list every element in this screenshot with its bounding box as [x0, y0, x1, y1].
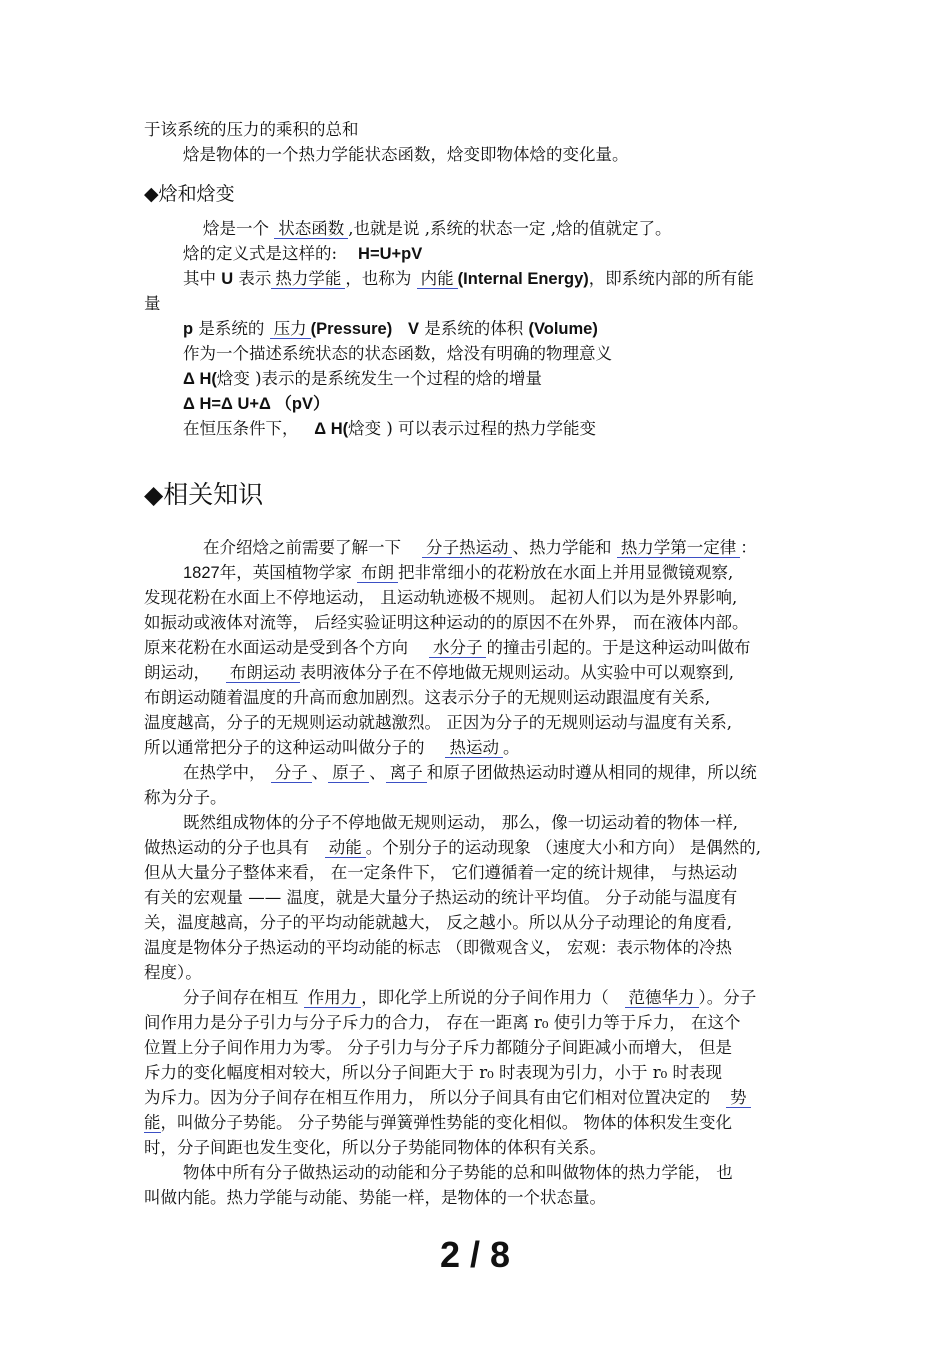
text-line — [144, 736, 809, 760]
text: 关，温度越高，分子的平均动能就越大， 反之越小。所以从分子动理论的角度看, — [144, 913, 732, 932]
text-line — [144, 961, 809, 985]
text-line — [144, 911, 809, 935]
text-line — [203, 217, 809, 241]
text-line — [144, 836, 809, 860]
text: 朗运动， — [144, 663, 210, 682]
formula: Δ H( — [183, 370, 217, 388]
text-line — [183, 317, 809, 341]
text: ，也称为 — [345, 269, 412, 288]
link-molecular-thermal-motion[interactable]: 分子热运动 — [422, 538, 513, 558]
text-line — [183, 986, 809, 1010]
text: ,也就是说 ,系统的状态一定 ,焓的值就定了。 — [348, 219, 672, 238]
link-interaction-force[interactable]: 作用力 — [304, 988, 362, 1008]
text: ，叫做分子势能。 分子势能与弹簧弹性势能的变化相似。 物体的体积发生变化 — [160, 1113, 732, 1132]
text-line — [144, 686, 809, 710]
text: 有关的宏观量 —— 温度，就是大量分子热运动的统计平均值。 分子动能与温度有 — [144, 888, 738, 907]
text: 表明液体分子在不停地做无规则运动。从实验中可以观察到, — [299, 663, 734, 682]
text: 把非常细小的花粉放在水面上并用显微镜观察, — [397, 563, 734, 582]
link-thermodynamic-energy[interactable]: 热力学能 — [271, 269, 345, 289]
text: 分子间存在相互 — [183, 988, 299, 1007]
text: 叫做内能。热力学能与动能、势能一样，是物体的一个状态量。 — [144, 1188, 606, 1207]
text: 所以通常把分子的这种运动叫做分子的 — [144, 738, 425, 757]
text-line — [144, 886, 809, 910]
text-line — [144, 1186, 809, 1210]
text: 和原子团做热运动时遵从相同的规律，所以统 — [426, 763, 757, 782]
link-first-law-of-thermodynamics[interactable]: 热力学第一定律 — [617, 538, 741, 558]
link-brownian-motion[interactable]: 布朗运动 — [226, 663, 300, 683]
section-heading-enthalpy: ◆焓和焓变 — [144, 183, 235, 205]
text-line — [183, 143, 809, 167]
text: (Pressure) — [310, 320, 393, 338]
text: 。 — [502, 738, 520, 757]
text: 于该系统的压力的乘积的总和 — [144, 120, 359, 139]
text: 作为一个描述系统状态的状态函数，焓没有明确的物理意义 — [183, 344, 612, 363]
text: 表示 — [238, 269, 272, 288]
formula: H=U+pV — [358, 245, 423, 263]
text-line — [144, 586, 809, 610]
text: 焓变 )表示的是系统发生一个过程的焓的增量 — [216, 369, 543, 388]
text: 间作用力是分子引力与分子斥力的合力， 存在一距离 r₀ 使引力等于斥力， 在这个 — [144, 1013, 741, 1032]
text-line — [144, 1111, 809, 1135]
text: 量 — [144, 294, 161, 313]
page-number: 2 / 8 — [439, 1234, 511, 1275]
text: 如振动或液体对流等， 后经实验证明这种运动的的原因不在外界， 而在液体内部。 — [144, 613, 749, 632]
text: ）。分子 — [698, 988, 757, 1007]
text-line — [183, 561, 809, 585]
text: 、 — [369, 763, 386, 782]
text-line — [144, 661, 809, 685]
text: 焓是一个 — [203, 219, 269, 238]
text: 焓变 ) 可以表示过程的热力学能变 — [348, 419, 597, 438]
text: 位置上分子间作用力为零。 分子引力与分子斥力都随分子间距减小而增大， 但是 — [144, 1038, 732, 1057]
text-line — [144, 861, 809, 885]
text-line — [144, 1136, 809, 1160]
link-atom[interactable]: 原子 — [328, 763, 369, 783]
text: 斥力的变化幅度相对较大，所以分子间距大于 r₀ 时表现为引力，小于 r₀ 时表现 — [144, 1063, 722, 1082]
link-potential-energy[interactable]: 势 — [726, 1088, 751, 1108]
text-line — [144, 611, 809, 635]
text: 是系统的 — [198, 319, 265, 338]
text: 、热力学能和 — [512, 538, 612, 557]
formula: Δ H=Δ U+Δ （pV） — [183, 395, 330, 413]
text: 、 — [311, 763, 329, 782]
link-brown[interactable]: 布朗 — [357, 563, 398, 583]
text-line — [183, 267, 809, 291]
text-line — [144, 711, 809, 735]
text-line — [183, 342, 809, 366]
text: 1827 — [183, 564, 220, 582]
text: 原来花粉在水面运动是受到各个方向 — [144, 638, 408, 657]
text: 是系统的体积 — [424, 319, 524, 338]
text: ： — [740, 538, 757, 557]
link-internal-energy[interactable]: 内能 — [417, 269, 458, 289]
text: ，即化学上所说的分子间作用力（ — [361, 988, 609, 1007]
link-potential-energy-cont[interactable]: 能 — [144, 1113, 161, 1132]
text: 在介绍焓之前需要了解一下 — [203, 538, 401, 557]
text-line — [144, 1011, 809, 1035]
text-line — [144, 1061, 809, 1085]
text: 焓是物体的一个热力学能状态函数，焓变即物体焓的变化量。 — [183, 145, 629, 164]
text: 温度越高，分子的无规则运动就越激烈。 正因为分子的无规则运动与温度有关系, — [144, 713, 732, 732]
text: (Internal Energy) — [457, 270, 589, 288]
section-heading-related-knowledge: ◆相关知识 — [144, 480, 264, 509]
text-line — [144, 936, 809, 960]
text: 温度是物体分子热运动的平均动能的标志 （即微观含义， 宏观：表示物体的冷热 — [144, 938, 732, 957]
text: 。个别分子的运动现象 （速度大小和方向） 是偶然的, — [365, 838, 761, 857]
text: 为斥力。因为分子间存在相互作用力， 所以分子间具有由它们相对位置决定的 — [144, 1088, 711, 1107]
symbol: V — [407, 320, 419, 338]
symbol: U — [221, 270, 234, 288]
text: 时，分子间距也发生变化，所以分子势能同物体的体积有关系。 — [144, 1138, 606, 1157]
text: 程度）。 — [144, 963, 202, 982]
text: 做热运动的分子也具有 — [144, 838, 309, 857]
text: 焓的定义式是这样的: — [183, 244, 338, 263]
text-line — [144, 118, 809, 142]
link-kinetic-energy[interactable]: 动能 — [325, 838, 366, 858]
text: (Volume) — [528, 320, 598, 338]
text-line — [183, 761, 809, 785]
link-pressure[interactable]: 压力 — [270, 319, 311, 339]
text: 发现花粉在水面上不停地运动， 且运动轨迹极不规则。 起初人们以为是外界影响, — [144, 588, 738, 607]
link-ion[interactable]: 离子 — [386, 763, 427, 783]
text-line — [144, 1036, 809, 1060]
text: 在热学中， — [183, 763, 266, 782]
text: 既然组成物体的分子不停地做无规则运动， 那么，像一切运动着的物体一样, — [183, 813, 738, 832]
text-line — [183, 1161, 809, 1185]
text-line — [183, 367, 809, 391]
text-line — [183, 242, 809, 266]
text-line — [203, 536, 809, 560]
text-line — [144, 786, 809, 810]
symbol: p — [183, 320, 194, 338]
text-line — [183, 811, 809, 835]
text-line — [144, 1086, 809, 1110]
text: 年，英国植物学家 — [219, 563, 352, 582]
formula: Δ H( — [314, 420, 349, 438]
text: 布朗运动随着温度的升高而愈加剧烈。这表示分子的无规则运动跟温度有关系, — [144, 688, 711, 707]
text: 其中 — [183, 269, 216, 288]
link-thermal-motion[interactable]: 热运动 — [445, 738, 503, 758]
text: 的撞击引起的。于是这种运动叫做布 — [486, 638, 751, 657]
text-line — [183, 417, 809, 441]
link-van-der-waals-force[interactable]: 范德华力 — [625, 988, 699, 1008]
text-line — [144, 292, 809, 316]
text: 物体中所有分子做热运动的动能和分子势能的总和叫做物体的热力学能， 也 — [183, 1163, 733, 1182]
link-state-function[interactable]: 状态函数 — [274, 219, 348, 239]
link-water-molecule[interactable]: 水分子 — [429, 638, 487, 658]
link-molecule[interactable]: 分子 — [271, 763, 312, 783]
text: 但从大量分子整体来看， 在一定条件下， 它们遵循着一定的统计规律， 与热运动 — [144, 863, 738, 882]
text-line — [144, 636, 809, 660]
text: ，即系统内部的所有能 — [588, 269, 754, 288]
text: 称为分子。 — [144, 788, 227, 807]
text: 在恒压条件下， — [183, 419, 299, 438]
text-line — [183, 392, 809, 416]
